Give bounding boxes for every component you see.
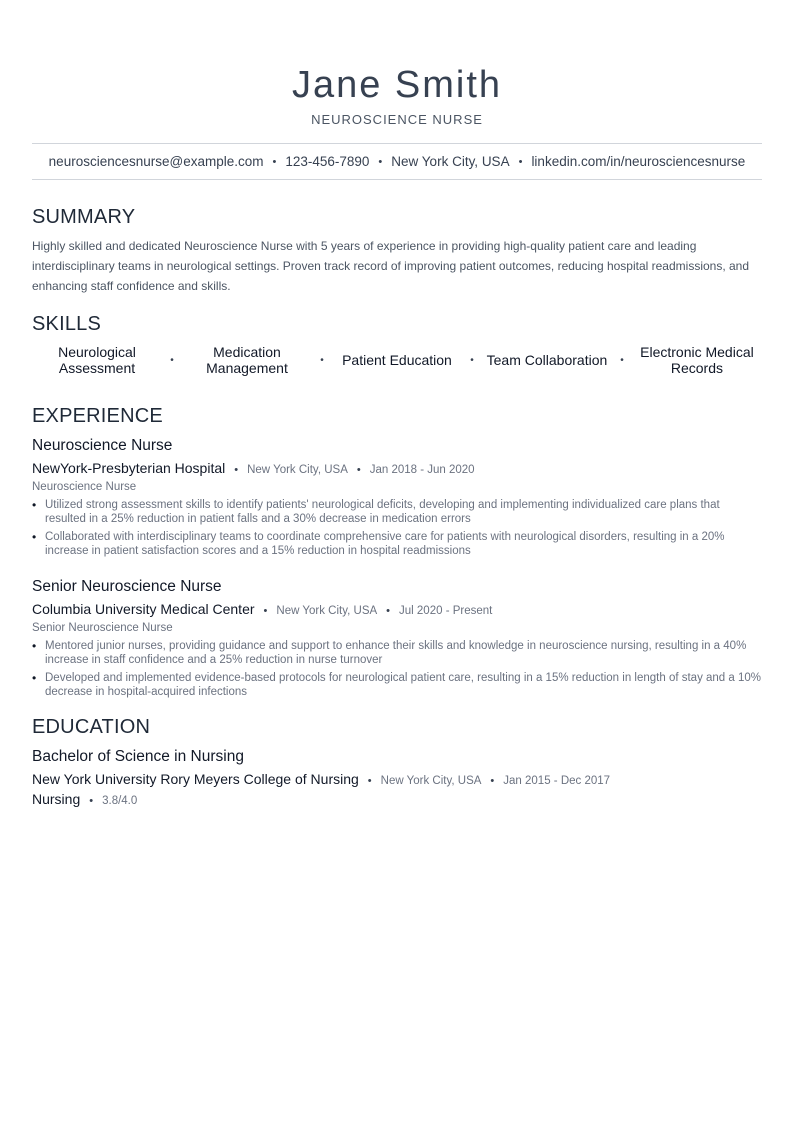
job-bullet: • Developed and implemented evidence-based protocols for neurological patient care, resulting in a 15% reduction in length of stay and a 10% decrease in hospital-acquired infections	[32, 671, 762, 699]
separator-dot: •	[170, 354, 174, 366]
experience-section	[32, 404, 762, 699]
job-employer: NewYork-Presbyterian Hospital	[32, 460, 226, 476]
separator-dot: •	[263, 605, 268, 617]
separator-dot: •	[386, 605, 391, 617]
contact-location: New York City, USA	[391, 154, 510, 169]
separator-dot: •	[367, 775, 372, 787]
skill-item: Neurological Assessment	[58, 344, 136, 376]
job-bullets	[32, 498, 762, 558]
separator-dot: •	[272, 155, 277, 168]
contact-linkedin[interactable]: linkedin.com/in/neurosciencesnurse	[531, 154, 746, 169]
skill-item: Patient Education	[342, 352, 452, 368]
summary-section	[32, 205, 762, 296]
skills-section	[32, 312, 762, 380]
education-location: New York City, USA	[380, 775, 482, 787]
separator-dot: •	[89, 795, 94, 807]
education-section	[32, 715, 762, 807]
skill-item: Electronic Medical Records	[640, 344, 754, 376]
resume-header	[32, 0, 762, 127]
separator-dot: •	[356, 464, 361, 476]
separator-dot: •	[620, 354, 624, 366]
job-bullet: • Collaborated with interdisciplinary teams to coordinate comprehensive care for patients with neurological disorders, resulting in a 20% increase in patient satisfaction scores and a 15% reduction in hospital readmissions	[32, 530, 762, 558]
candidate-name: Jane Smith	[291, 64, 503, 106]
education-degree: Bachelor of Science in Nursing	[32, 748, 244, 765]
contact-email[interactable]: neurosciencesnurse@example.com	[48, 154, 264, 169]
separator-dot: •	[234, 464, 239, 476]
education-details	[32, 771, 762, 787]
education-field: Nursing	[32, 791, 81, 807]
job-role: Senior Neuroscience Nurse	[32, 578, 222, 595]
summary-heading: SUMMARY	[32, 206, 136, 228]
skills-list	[32, 340, 762, 380]
job-bullet: • Utilized strong assessment skills to identify patients' neurological deficits, developing and implementing individualized care plans that resulted in a 25% reduction in patient falls and a 30% decrease in medication errors	[32, 498, 762, 526]
education-school: New York University Rory Meyers College of Nursing	[32, 771, 359, 787]
job-dates: Jan 2018 - Jun 2020	[369, 464, 475, 476]
job-entry	[32, 436, 762, 558]
job-bullets	[32, 639, 762, 699]
job-role: Neuroscience Nurse	[32, 437, 173, 454]
candidate-title: NEUROSCIENCE NURSE	[311, 112, 483, 127]
job-subtitle: Senior Neuroscience Nurse	[32, 622, 173, 634]
education-gpa: 3.8/4.0	[102, 795, 138, 807]
skill-item: Team Collaboration	[486, 352, 608, 368]
job-entry	[32, 577, 762, 699]
job-location: New York City, USA	[247, 464, 348, 476]
separator-dot: •	[378, 155, 383, 168]
education-heading: EDUCATION	[32, 716, 151, 738]
job-bullet: • Mentored junior nurses, providing guidance and support to enhance their skills and knowledge in neuroscience nursing, resulting in a 40% increase in staff confidence and a 25% reduction in nurse turnover	[32, 639, 762, 667]
separator-dot: •	[320, 354, 324, 366]
job-subtitle: Neuroscience Nurse	[32, 481, 137, 493]
education-field-line	[32, 791, 762, 807]
contact-phone[interactable]: 123-456-7890	[285, 154, 370, 169]
job-location: New York City, USA	[276, 605, 378, 617]
education-entry	[32, 747, 762, 807]
job-dates: Jul 2020 - Present	[399, 605, 493, 617]
separator-dot: •	[470, 354, 474, 366]
summary-text: Highly skilled and dedicated Neuroscience Nurse with 5 years of experience in providing high-quality patient care and leading interdisciplinary teams in neurological settings. Proven track record of improving patient outcomes, reducing hospital readmissions, and enhancing staff confidence and skills.	[32, 239, 750, 293]
resume-page	[32, 0, 762, 807]
skills-heading: SKILLS	[32, 313, 102, 335]
job-details	[32, 601, 762, 617]
contact-bar	[32, 143, 762, 180]
separator-dot: •	[490, 775, 495, 787]
skill-item: Medication Management	[206, 344, 288, 376]
education-dates: Jan 2015 - Dec 2017	[503, 775, 611, 787]
job-employer: Columbia University Medical Center	[32, 601, 255, 617]
experience-heading: EXPERIENCE	[32, 405, 163, 427]
separator-dot: •	[518, 155, 523, 168]
job-details	[32, 460, 762, 476]
